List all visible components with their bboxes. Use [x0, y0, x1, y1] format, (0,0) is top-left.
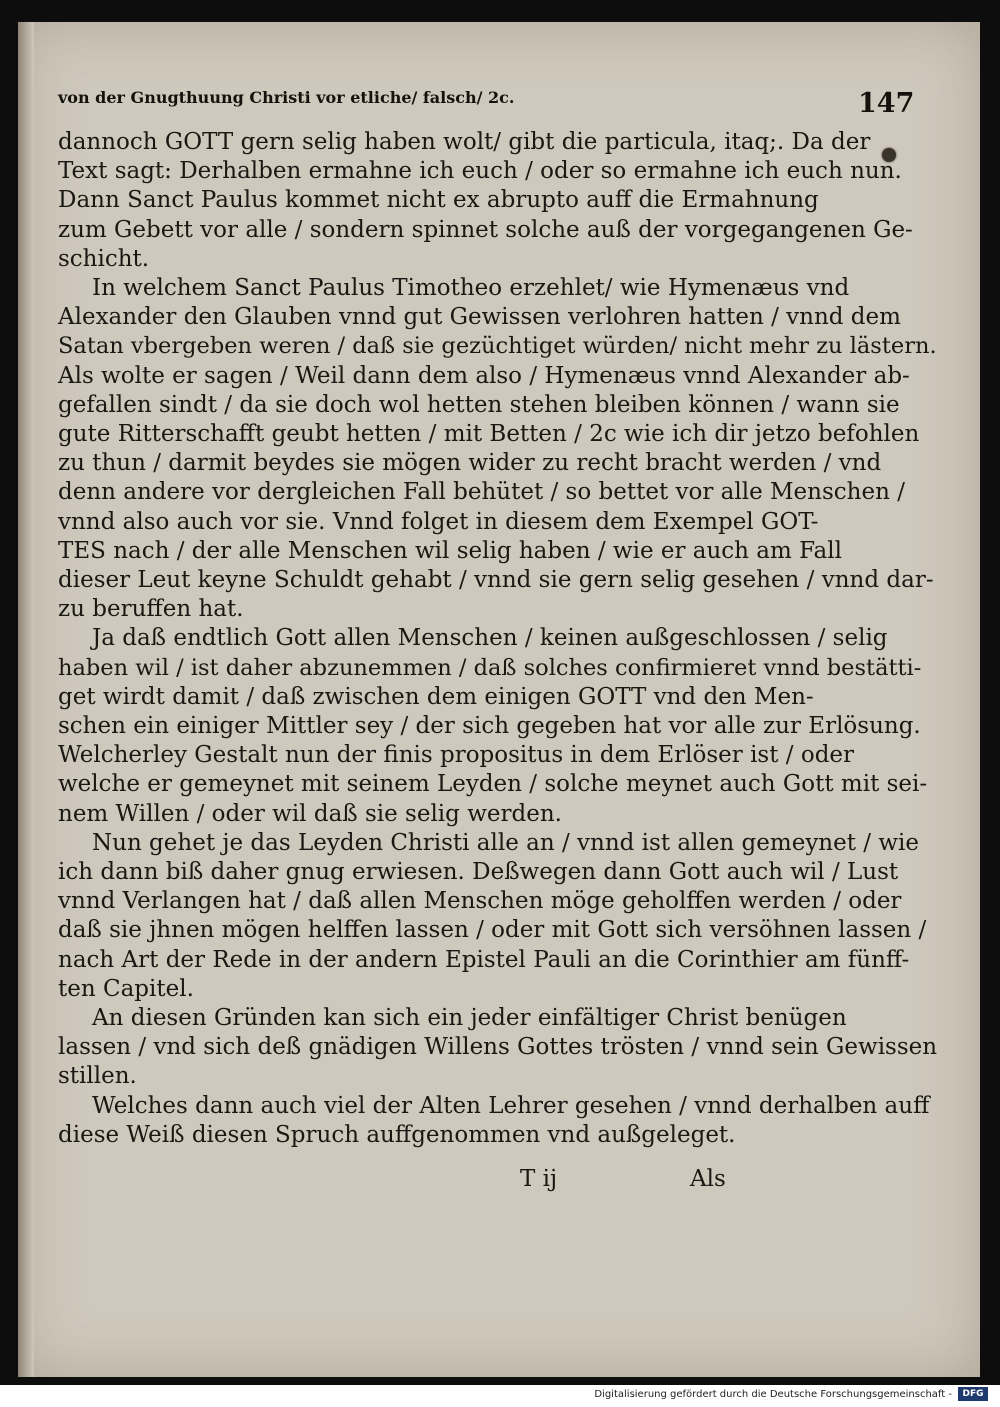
text-line: Satan vbergeben weren / daß sie gezüchtiget würden/ nicht mehr zu lästern. [58, 333, 937, 360]
text-line: nach Art der Rede in der andern Epistel Pauli an die Corinthier am fünff- [58, 946, 910, 973]
digitization-credit: Digitalisierung gefördert durch die Deutsche Forschungsgemeinschaft - [594, 1389, 952, 1400]
text-line: schicht. [58, 245, 150, 272]
dfg-logo: DFG [958, 1387, 988, 1401]
text-line: vnnd also auch vor sie. Vnnd folget in diesem dem Exempel GOT- [58, 508, 819, 535]
text-line: diese Weiß diesen Spruch auffgenommen vnd außgeleget. [58, 1121, 736, 1148]
text-line: In welchem Sanct Paulus Timotheo erzehlet/ wie Hymenæus vnd [92, 275, 850, 301]
signature-mark: T ij [520, 1166, 558, 1192]
running-head: von der Gnugthuung Christi vor etliche/ falsch/ 2c. [58, 88, 515, 107]
text-line: schen ein einiger Mittler sey / der sich gegeben hat vor alle zur Erlösung. [58, 713, 921, 739]
text-line: gefallen sindt / da sie doch wol hetten stehen bleiben können / wann sie [58, 391, 900, 418]
text-line: dannoch GOTT gern selig haben wolt/ gibt die particula, itaq;. Da der [58, 129, 871, 155]
text-line: welche er gemeynet mit seinem Leyden / solche meynet auch Gott mit sei- [58, 771, 928, 798]
text-line: Nun gehet je das Leyden Christi alle an / vnnd ist allen gemeynet / wie [92, 829, 920, 856]
text-line: ich dann biß daher gnug erwiesen. Deßwegen dann Gott auch wil / Lust [58, 859, 899, 885]
text-line: Alexander den Glauben vnnd gut Gewissen verlohren hatten / vnnd dem [58, 304, 901, 331]
text-line: Welches dann auch viel der Alten Lehrer gesehen / vnnd derhalben auff [92, 1092, 930, 1119]
text-line: lassen / vnd sich deß gnädigen Willens Gottes trösten / vnnd sein Gewissen [58, 1034, 938, 1061]
catchword: Als [690, 1166, 726, 1192]
text-line: stillen. [58, 1063, 137, 1090]
text-line: get wirdt damit / daß zwischen dem einigen GOTT vnd den Men- [58, 683, 814, 710]
text-line: zu thun / darmit beydes sie mögen wider zu recht bracht werden / vnd [58, 450, 882, 477]
text-line: Als wolte er sagen / Weil dann dem also / Hymenæus vnnd Alexander ab- [58, 362, 910, 389]
text-line: TES nach / der alle Menschen wil selig haben / wie er auch am Fall [58, 537, 842, 564]
page-number: 147 [858, 88, 915, 119]
text-line: vnnd Verlangen hat / daß allen Menschen möge geholffen werden / oder [58, 888, 902, 915]
text-line: Welcherley Gestalt nun der finis propositus in dem Erlöser ist / oder [58, 742, 855, 769]
text-line: haben wil / ist daher abzunemmen / daß solches confirmieret vnnd bestätti- [58, 654, 922, 681]
text-line: daß sie jhnen mögen helffen lassen / oder mit Gott sich versöhnen lassen / [58, 917, 927, 944]
page-binding-edge [18, 22, 34, 1377]
text-line: Ja daß endtlich Gott allen Menschen / keinen außgeschlossen / selig [92, 625, 888, 652]
text-line: zu beruffen hat. [58, 596, 244, 623]
text-line: gute Ritterschafft geubt hetten / mit Betten / 2c wie ich dir jetzo befohlen [58, 421, 920, 447]
text-line: ten Capitel. [58, 975, 194, 1002]
text-line: An diesen Gründen kan sich ein jeder einfältiger Christ benügen [92, 1005, 847, 1031]
text-line: nem Willen / oder wil daß sie selig werden. [58, 800, 562, 827]
text-line: Dann Sanct Paulus kommet nicht ex abrupto auff die Ermahnung [58, 187, 819, 214]
text-line: Text sagt: Derhalben ermahne ich euch / oder so ermahne ich euch nun. [58, 158, 902, 185]
text-line: dieser Leut keyne Schuldt gehabt / vnnd sie gern selig gesehen / vnnd dar- [58, 567, 934, 593]
text-line: zum Gebett vor alle / sondern spinnet solche auß der vorgegangenen Ge- [58, 216, 913, 243]
text-line: denn andere vor dergleichen Fall behütet / so bettet vor alle Menschen / [58, 479, 905, 506]
